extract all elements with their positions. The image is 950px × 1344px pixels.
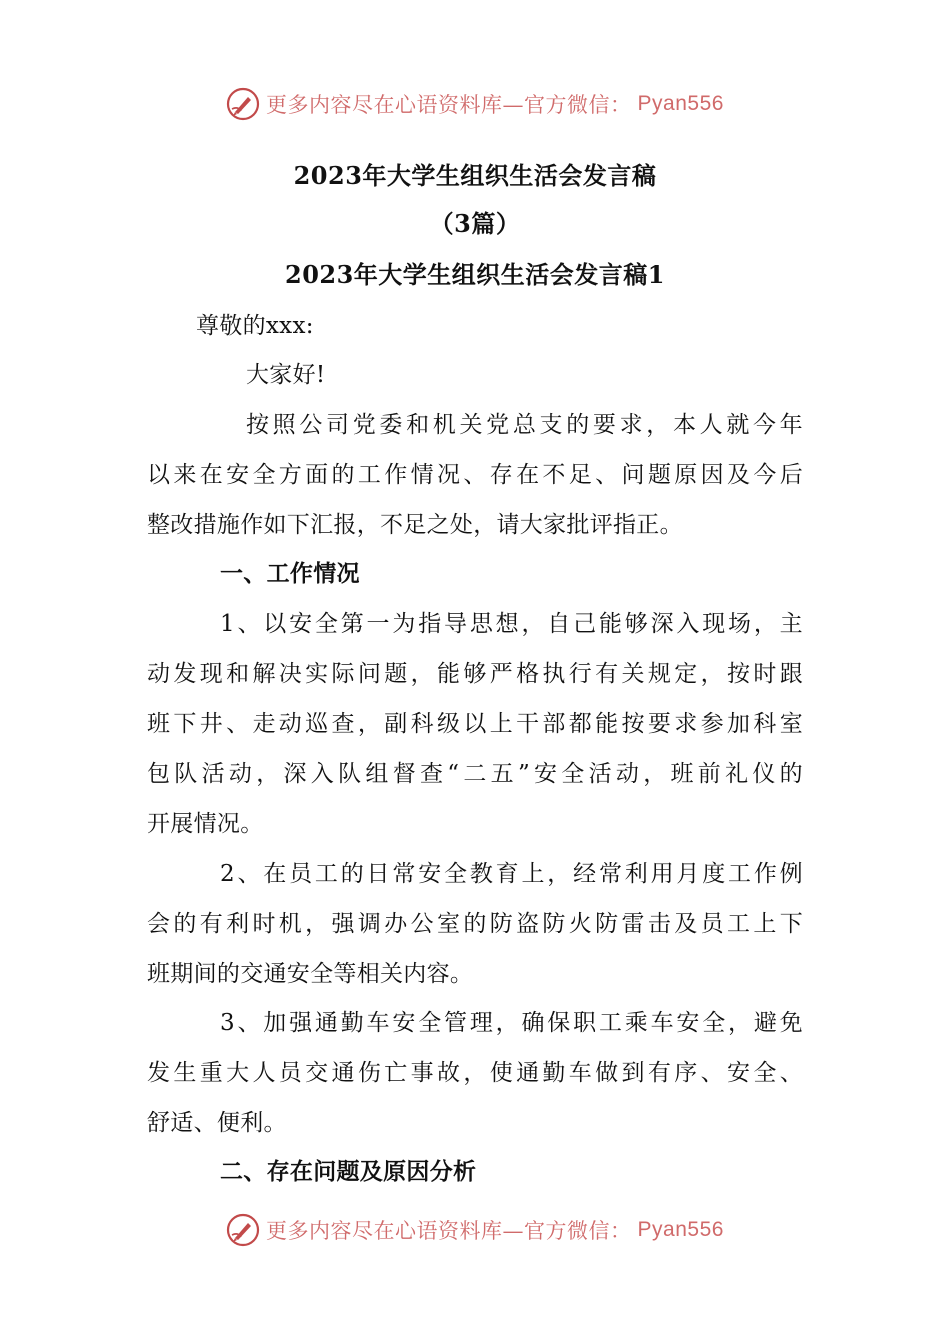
- watermark-text: 更多内容尽在心语资料库—官方微信：: [266, 1219, 632, 1243]
- paragraph-line: 1、以安全第一为指导思想，自己能够深入现场，主: [220, 611, 803, 637]
- pen-logo-icon: [226, 1213, 260, 1247]
- section-heading: 二、存在问题及原因分析: [220, 1158, 477, 1185]
- watermark-banner-bottom: [0, 1210, 950, 1250]
- intro-line: 以来在安全方面的工作情况、存在不足、问题原因及今后: [147, 462, 803, 488]
- paragraph-line: 发生重大人员交通伤亡事故，使通勤车做到有序、安全、: [147, 1060, 803, 1086]
- document-subtitle: 2023年大学生组织生活会发言稿1: [285, 260, 665, 289]
- intro-line: 按照公司党委和机关党总支的要求，本人就今年: [246, 412, 803, 438]
- paragraph-line: 舒适、便利。: [147, 1110, 287, 1136]
- document-count: （3篇）: [429, 209, 521, 238]
- watermark-wechat-id: Pyan556: [637, 92, 724, 115]
- paragraph-line: 班期间的交通安全等相关内容。: [147, 961, 474, 987]
- pen-logo-icon: [226, 87, 260, 121]
- document-title: 2023年大学生组织生活会发言稿: [293, 161, 657, 190]
- paragraph-line: 开展情况。: [147, 811, 264, 837]
- watermark-wechat-id: Pyan556: [637, 1218, 724, 1241]
- salutation: 尊敬的xxx:: [196, 313, 314, 339]
- paragraph-line: 包队活动，深入队组督查“二五”安全活动，班前礼仪的: [147, 761, 803, 787]
- watermark-text: 更多内容尽在心语资料库—官方微信：: [266, 93, 632, 117]
- intro-line: 整改措施作如下汇报，不足之处，请大家批评指正。: [147, 512, 683, 538]
- paragraph-line: 班下井、走动巡查，副科级以上干部都能按要求参加科室: [147, 711, 803, 737]
- paragraph-line: 会的有利时机，强调办公室的防盗防火防雷击及员工上下: [147, 911, 803, 937]
- greeting: 大家好!: [246, 362, 326, 388]
- paragraph-line: 动发现和解决实际问题，能够严格执行有关规定，按时跟: [147, 661, 803, 687]
- paragraph-line: 3、加强通勤车安全管理，确保职工乘车安全，避免: [220, 1010, 803, 1036]
- section-heading: 一、工作情况: [220, 560, 360, 587]
- paragraph-line: 2、在员工的日常安全教育上，经常利用月度工作例: [220, 861, 803, 887]
- watermark-banner-top: [0, 84, 950, 124]
